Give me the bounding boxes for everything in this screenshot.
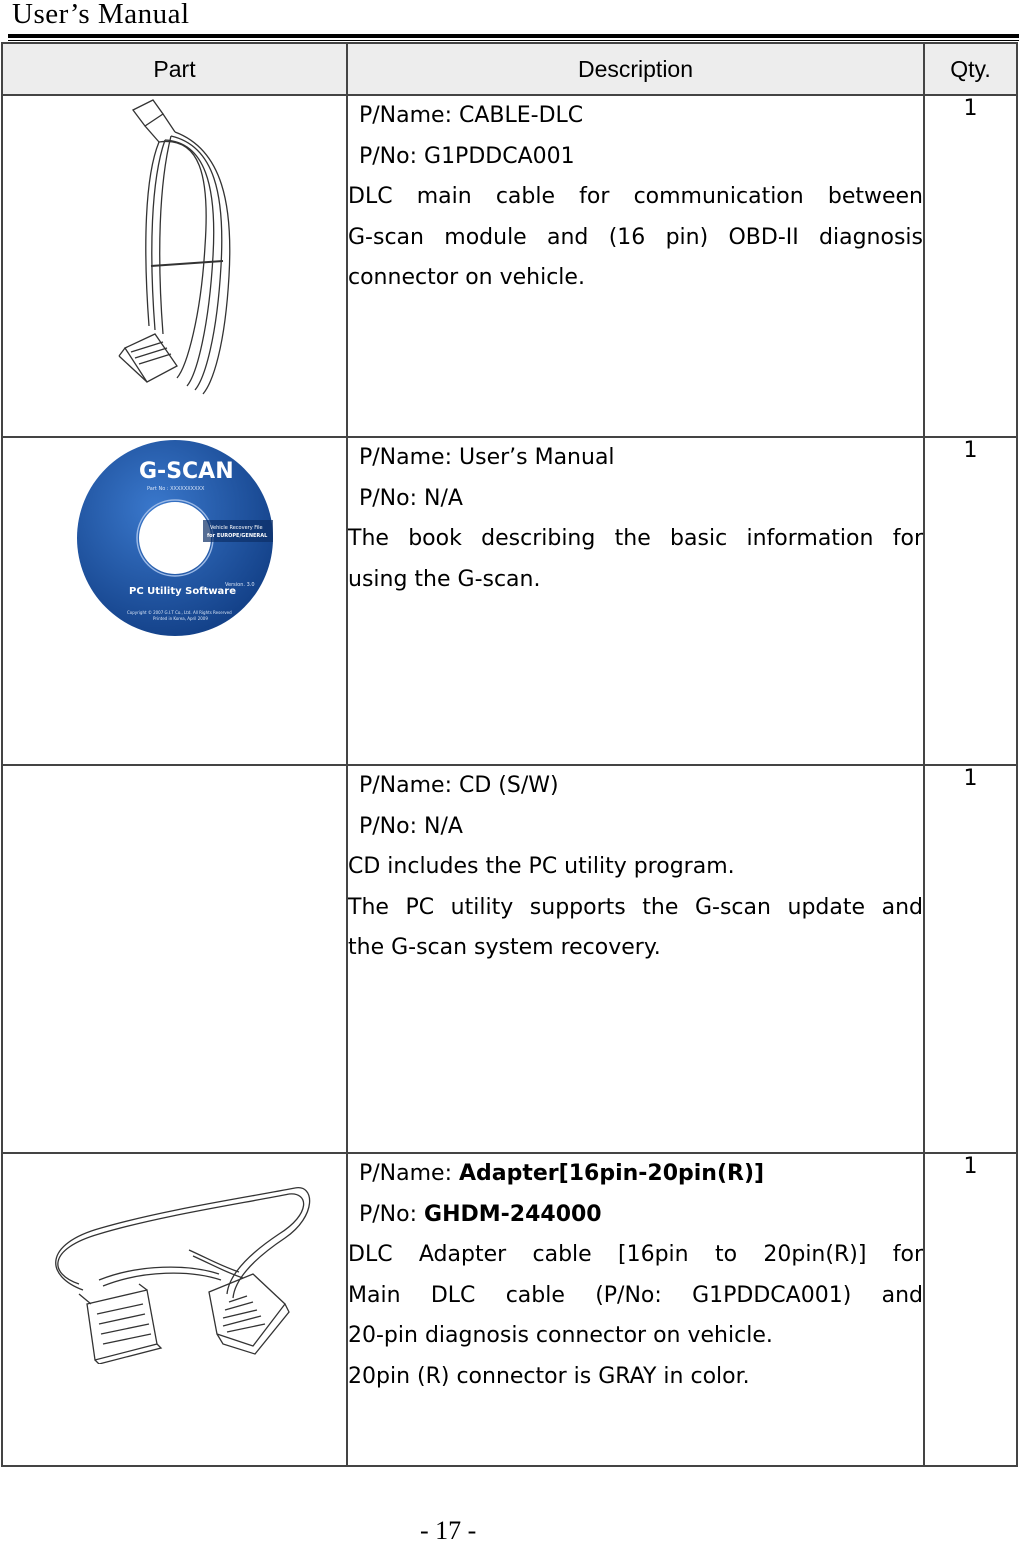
part-image-cell: [2, 765, 347, 1153]
dlc-cable-illustration: [105, 96, 245, 396]
part-name-label: P/Name:: [359, 773, 459, 798]
part-name-line: [348, 1154, 923, 1195]
adapter-cable-illustration: [39, 1154, 311, 1364]
part-no-label: P/No:: [359, 1201, 425, 1227]
cd-logo: G-SCAN: [138, 459, 234, 484]
part-name-line: [348, 96, 923, 137]
cd-copyright: Copyright © 2007 G.I.T Co., Ltd. All Rights Reserved: [126, 610, 232, 615]
part-no-value: N/A: [424, 485, 463, 511]
cd-product-name: PC Utility Software: [128, 586, 236, 597]
table-row: [2, 765, 1017, 1153]
description-cell: [347, 95, 924, 437]
header-qty: Qty.: [924, 43, 1017, 95]
manual-header-title: User’s Manual: [12, 0, 190, 30]
description-line: DLC main cable for communication between: [348, 184, 923, 209]
description-line: using the G-scan.: [348, 566, 541, 592]
part-image-cell: [2, 437, 347, 765]
cd-printed: Printed in Korea, April 2009: [152, 616, 208, 621]
part-no-line: [348, 479, 923, 520]
qty-cell: 1: [924, 1153, 1017, 1466]
qty-cell: 1: [924, 765, 1017, 1153]
qty-cell: 1: [924, 437, 1017, 765]
header-part: Part: [2, 43, 347, 95]
description-line: The PC utility supports the G-scan update and: [348, 894, 923, 920]
parts-table: [1, 42, 1018, 1467]
part-name-line: [348, 438, 923, 479]
cd-version: Version. 3.0: [224, 582, 255, 588]
part-name-label: P/Name:: [359, 445, 459, 470]
part-name-value: CD (S/W): [459, 773, 559, 798]
description-line: 20-pin diagnosis connector on vehicle.: [348, 1323, 773, 1348]
part-name-line: [348, 766, 923, 807]
part-no-value: GHDM-244000: [424, 1201, 602, 1227]
part-name-value: CABLE-DLC: [459, 103, 584, 128]
description-line: Main DLC cable (P/No: G1PDDCA001) and: [348, 1282, 923, 1308]
cd-disc-illustration: [75, 438, 275, 638]
part-no-label: P/No:: [359, 143, 425, 169]
part-no-label: P/No:: [359, 485, 425, 511]
table-header-row: [2, 43, 1017, 95]
qty-cell: 1: [924, 95, 1017, 437]
part-no-line: [348, 137, 923, 178]
part-no-line: [348, 807, 923, 848]
description-line: The book describing the basic information for: [348, 526, 923, 551]
table-row: [2, 437, 1017, 765]
part-name-value: User’s Manual: [459, 445, 615, 470]
cd-file-line1: Vehicle Recovery File: [209, 525, 263, 531]
part-no-label: P/No:: [359, 813, 425, 839]
part-no-value: G1PDDCA001: [424, 143, 575, 169]
table-row: [2, 95, 1017, 437]
table-row: [2, 1153, 1017, 1466]
page-number: - 17 -: [420, 1516, 477, 1545]
part-image-cell: [2, 1153, 347, 1466]
description-line: connector on vehicle.: [348, 265, 585, 290]
cd-file-line2: for EUROPE/GENERAL: [206, 533, 267, 539]
description-line: 20pin (R) connector is GRAY in color.: [348, 1363, 750, 1389]
description-cell: [347, 765, 924, 1153]
description-line: CD includes the PC utility program.: [348, 854, 735, 879]
part-no-line: [348, 1195, 923, 1236]
header-description: Description: [347, 43, 924, 95]
header-rule-thick: [8, 34, 1019, 38]
part-name-label: P/Name:: [359, 103, 459, 128]
description-cell: [347, 437, 924, 765]
header-rule-thin: [8, 40, 1019, 41]
part-no-value: N/A: [424, 813, 463, 839]
part-image-cell: [2, 95, 347, 437]
description-line: G-scan module and (16 pin) OBD-II diagnosis: [348, 224, 923, 250]
cd-part-no: Part No : XXXXXXXXXX: [146, 486, 204, 492]
description-line: DLC Adapter cable [16pin to 20pin(R)] for: [348, 1242, 923, 1267]
part-name-label: P/Name:: [359, 1161, 459, 1186]
description-cell: [347, 1153, 924, 1466]
description-line: the G-scan system recovery.: [348, 935, 661, 960]
part-name-value: Adapter[16pin-20pin(R)]: [459, 1161, 765, 1186]
